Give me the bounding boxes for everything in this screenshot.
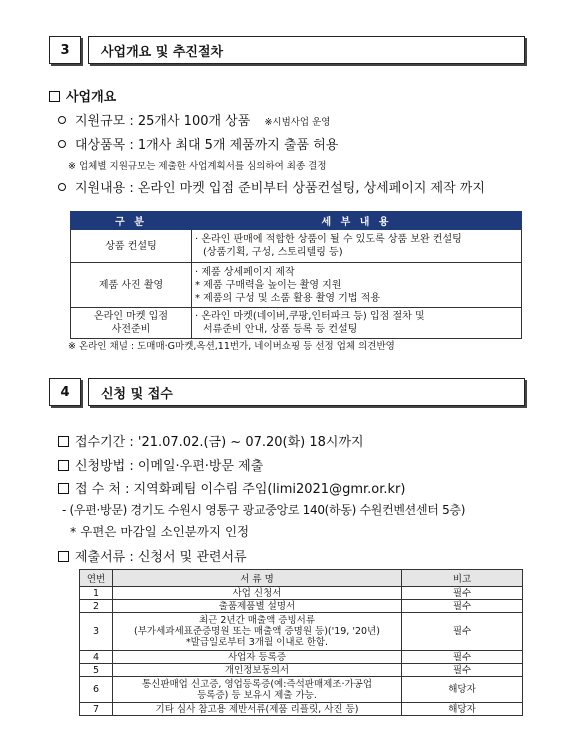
row-note: 필수 <box>402 664 523 677</box>
header-name: 서 류 명 <box>113 570 402 587</box>
application-address: - (우편·방문) 경기도 수원시 영통구 광교중앙로 140(하동) 수원컨벤션센터 5층) <box>62 503 466 517</box>
table-row <box>80 703 523 716</box>
table-row <box>80 587 523 600</box>
application-period: 접수기간 : '21.07.02.(금) ~ 07.20(화) 18시까지 <box>58 431 364 450</box>
table-row <box>71 230 522 263</box>
header-note: 비고 <box>402 570 523 587</box>
header-category: 구 분 <box>71 212 192 230</box>
checkbox-icon <box>58 483 69 494</box>
bullet-scale: 지원규모 : 25개사 100개 상품 ※시범사업 운영 <box>58 110 330 129</box>
row-no: 3 <box>80 613 113 651</box>
table-row <box>80 651 523 664</box>
table-footnote: ※ 온라인 채널 : 도매매·G마켓,옥션,11번가, 네이버쇼핑 등 선정 업체 의견반영 <box>68 341 395 352</box>
table-row <box>71 263 522 308</box>
row-note: 필수 <box>402 651 523 664</box>
table-row <box>80 677 523 703</box>
section-title: 신청 및 접수 <box>88 378 525 406</box>
row-name: 사업자 등록증 <box>113 651 402 664</box>
table-row <box>80 613 523 651</box>
section-number: 4 <box>49 378 81 406</box>
documents-table <box>79 569 523 716</box>
table-row <box>80 664 523 677</box>
table-header-row <box>71 212 522 230</box>
items-note: ※ 업체별 지원규모는 제출한 사업계획서를 심의하여 최종 결정 <box>68 161 327 172</box>
section-number: 3 <box>49 36 81 64</box>
row-name: 개인정보동의서 <box>113 664 402 677</box>
header-detail: 세 부 내 용 <box>192 212 522 230</box>
circle-bullet-icon <box>58 116 66 124</box>
row-category: 온라인 마켓 입점 사전준비 <box>71 308 192 339</box>
overview-heading: 사업개요 <box>49 86 116 105</box>
checkbox-icon <box>58 436 69 447</box>
table-header-row <box>80 570 523 587</box>
row-no: 5 <box>80 664 113 677</box>
row-category: 제품 사진 촬영 <box>71 263 192 308</box>
row-no: 2 <box>80 600 113 613</box>
row-no: 7 <box>80 703 113 716</box>
row-name: 기타 심사 참고용 제반서류(제품 리플릿, 사진 등) <box>113 703 402 716</box>
checkbox-icon <box>49 91 60 102</box>
row-name: 출품제품별 설명서 <box>113 600 402 613</box>
scale-note: ※시범사업 운영 <box>264 117 331 128</box>
section-4-header <box>49 378 525 406</box>
row-name: 사업 신청서 <box>113 587 402 600</box>
checkbox-icon <box>58 460 69 471</box>
table-row <box>80 600 523 613</box>
bullet-items: 대상품목 : 1개사 최대 5개 제품까지 출품 허용 <box>58 134 338 153</box>
bullet-content: 지원내용 : 온라인 마켓 입점 준비부터 상품컨설팅, 상세페이지 제작 까지 <box>58 177 485 196</box>
circle-bullet-icon <box>58 140 66 148</box>
row-detail: · 제품 상세페이지 제작 * 제품 구매력을 높이는 촬영 지원 * 제품의 구성 및 소품 활용 촬영 기법 적용 <box>192 263 522 308</box>
section-title: 사업개요 및 추진절차 <box>88 36 525 64</box>
application-recipient: 접 수 처 : 지역화폐팀 이수림 주임(limi2021@gmr.or.kr) <box>58 478 405 497</box>
row-no: 6 <box>80 677 113 703</box>
row-category: 상품 컨설팅 <box>71 230 192 263</box>
application-method: 신청방법 : 이메일·우편·방문 제출 <box>58 455 263 474</box>
row-note: 필수 <box>402 613 523 651</box>
row-detail: · 온라인 판매에 적합한 상품이 될 수 있도록 상품 보완 컨설팅 (상품기획, 구성, 스토리텔링 등) <box>192 230 522 263</box>
row-note: 해당자 <box>402 703 523 716</box>
section-3-header <box>49 36 525 64</box>
row-name: 최근 2년간 매출액 증빙서류 (부가세과세표준증명원 또는 매출액 증명원 등)('19, '20년) *발급일로부터 3개월 이내로 한함. <box>113 613 402 651</box>
header-no: 연번 <box>80 570 113 587</box>
postal-note: * 우편은 마감일 소인분까지 인정 <box>70 524 250 539</box>
table-row <box>71 308 522 339</box>
row-detail: · 온라인 마켓(네이버,쿠팡,인터파크 등) 입점 절차 및 서류준비 안내, 상품 등록 등 컨설팅 <box>192 308 522 339</box>
row-note: 해당자 <box>402 677 523 703</box>
row-name: 통신판매업 신고증, 영업등록증(예:즉석판매제조·가공업 등록증) 등 보유시 제출 가능. <box>113 677 402 703</box>
row-note: 필수 <box>402 600 523 613</box>
application-documents: 제출서류 : 신청서 및 관련서류 <box>58 546 247 565</box>
circle-bullet-icon <box>58 183 66 191</box>
row-note: 필수 <box>402 587 523 600</box>
row-no: 1 <box>80 587 113 600</box>
row-no: 4 <box>80 651 113 664</box>
checkbox-icon <box>58 551 69 562</box>
support-table <box>70 211 522 339</box>
